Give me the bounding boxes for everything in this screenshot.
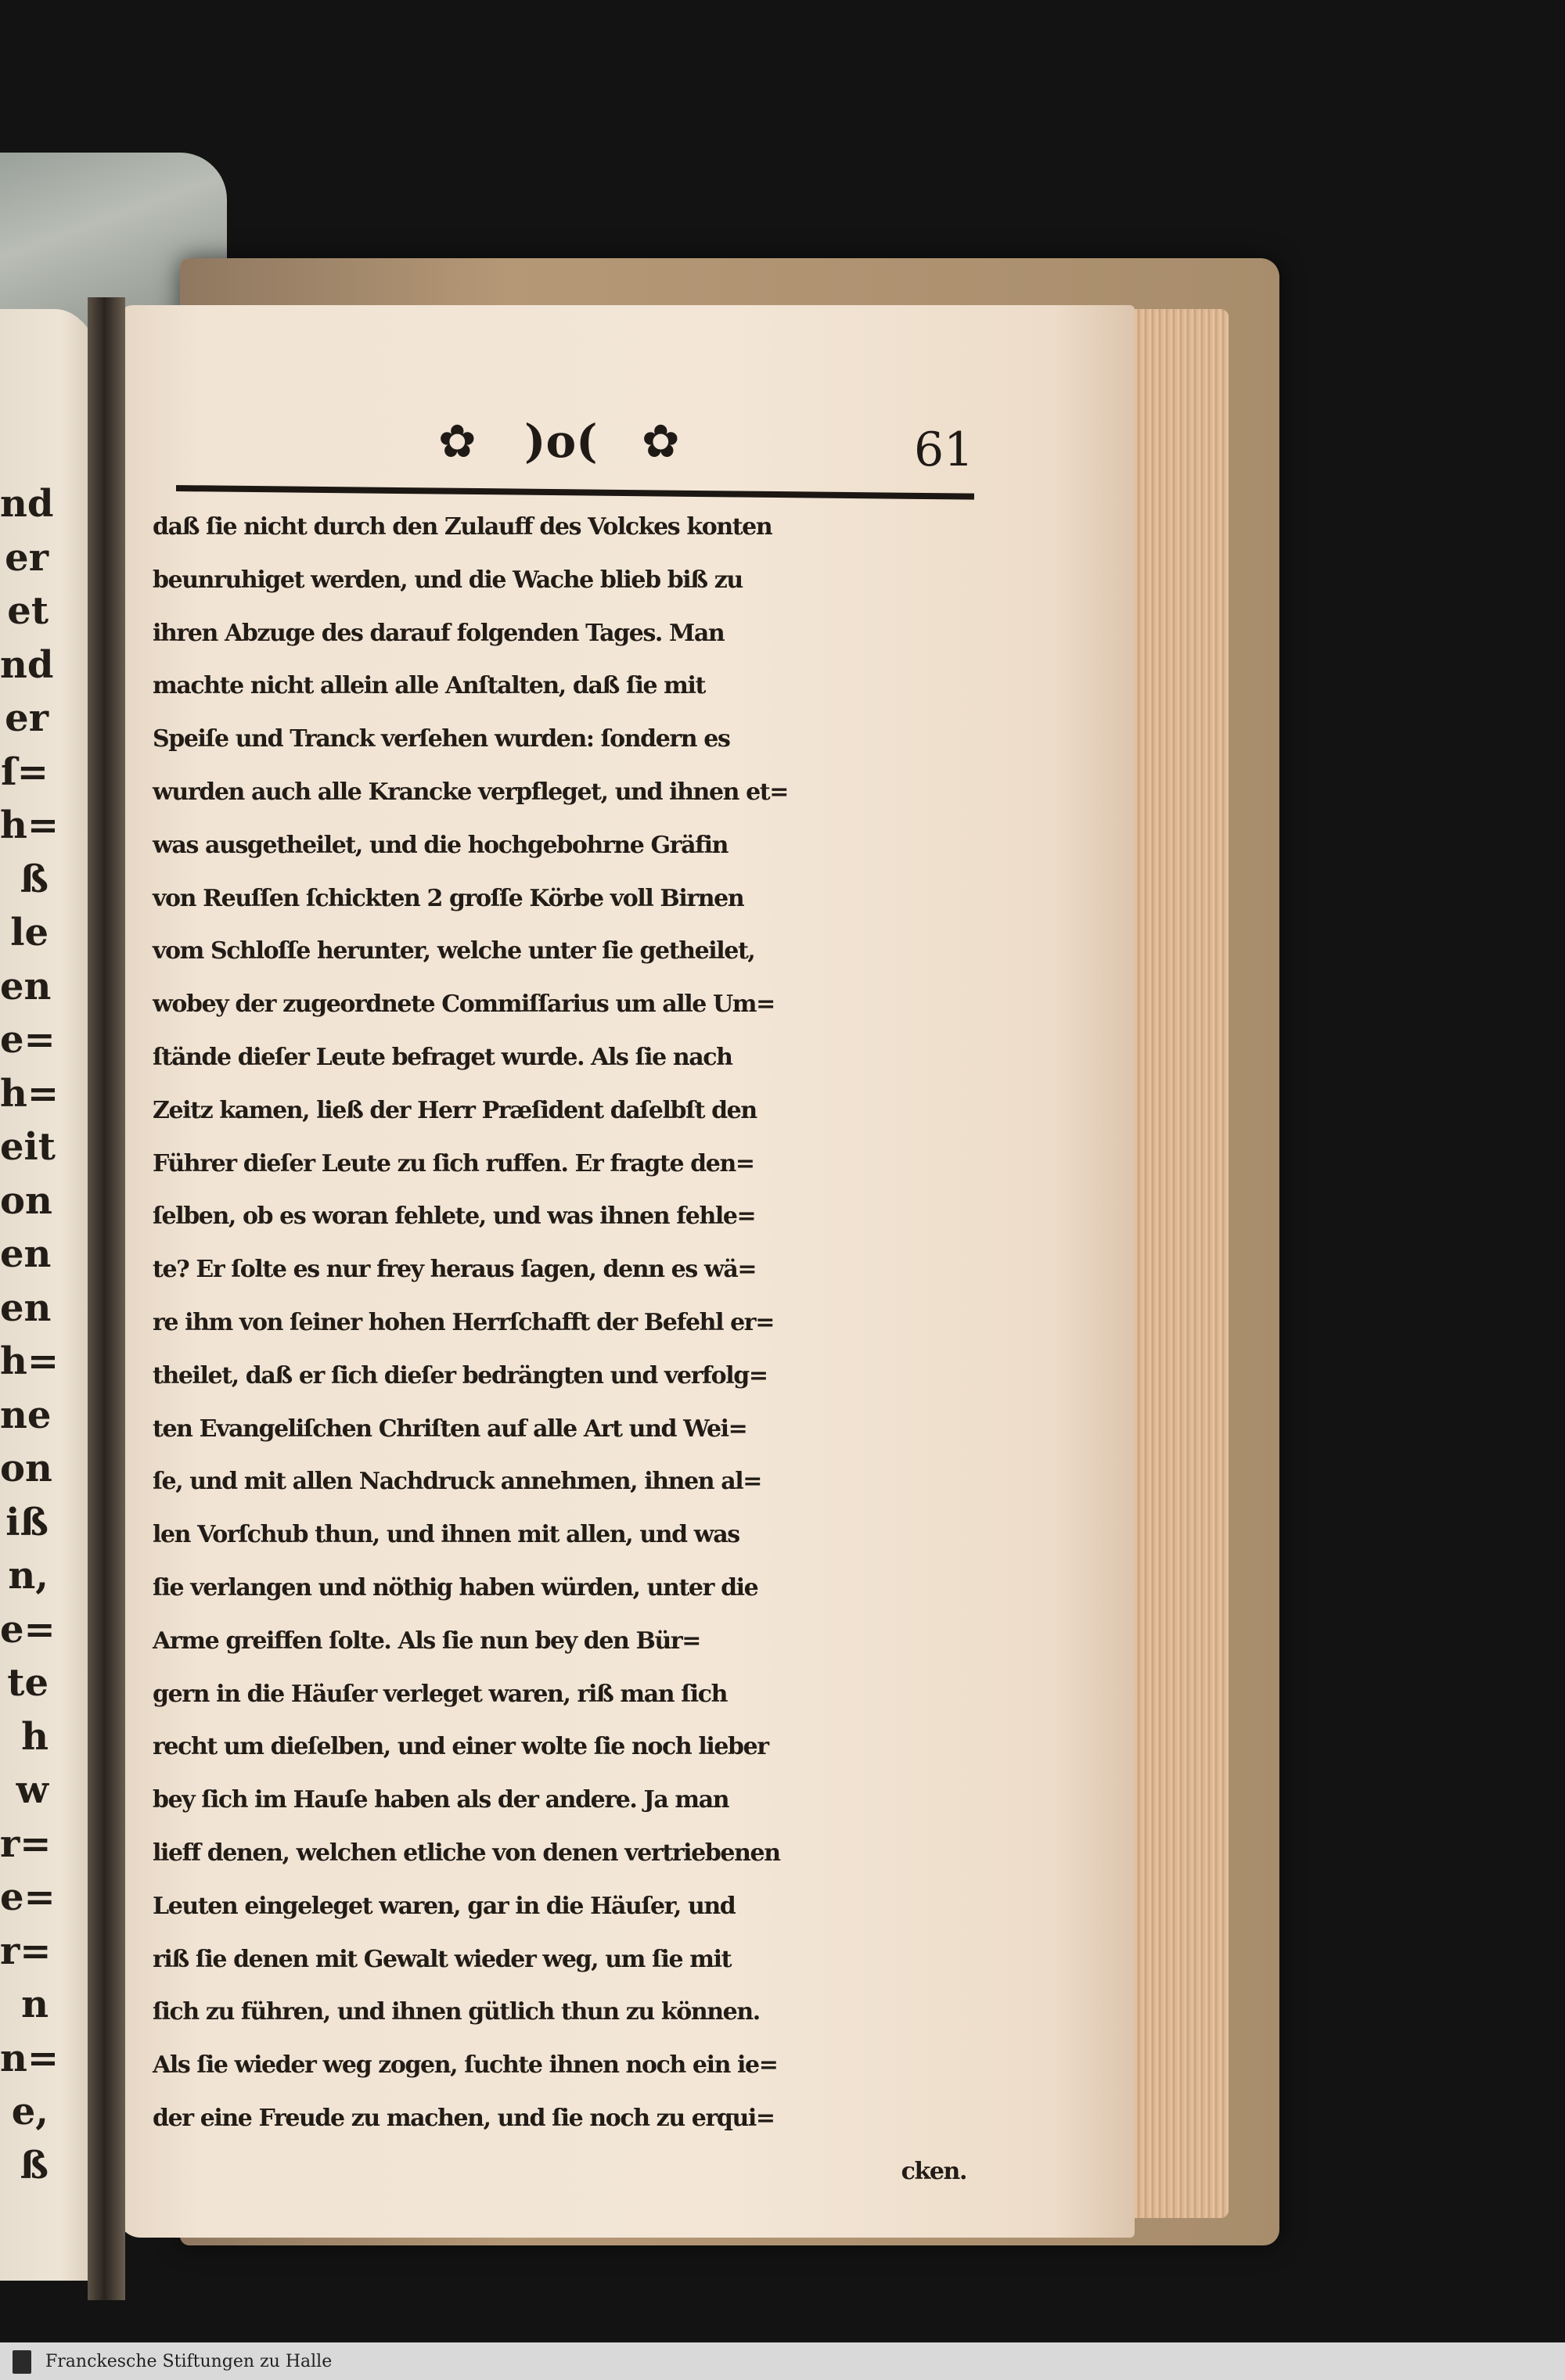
left-page-line-fragment: on	[0, 1447, 52, 1490]
left-page-line-fragment: le	[10, 911, 49, 955]
left-page-line-fragment: e,	[11, 2090, 49, 2134]
text-line: ſich zu führen, und ihnen gütlich thun zu können.	[153, 1998, 760, 2026]
left-page-line-fragment: h=	[0, 804, 59, 847]
left-page-line-fragment: nd	[0, 482, 54, 526]
left-page-line-fragment: on	[0, 1178, 52, 1223]
left-page-line-fragment: n,	[8, 1554, 49, 1598]
left-page-line-fragment: ß	[20, 2143, 49, 2188]
text-line: ſe, und mit allen Nachdruck annehmen, ihnen al=	[153, 1468, 761, 1496]
text-line: lieff denen, welchen etliche von denen vertriebenen	[153, 1839, 780, 1867]
text-line: riß ſie denen mit Gewalt wieder weg, um ſie mit	[153, 1945, 732, 1973]
left-page-line-fragment: et	[7, 589, 49, 633]
left-page-line-fragment: nd	[0, 642, 54, 687]
text-line: machte nicht allein alle Anſtalten, daß ſie mit	[153, 672, 705, 700]
left-page-line-fragment: h=	[0, 1339, 59, 1383]
left-page-line-fragment: e=	[0, 1018, 56, 1062]
left-page-line-fragment: er	[5, 696, 49, 740]
text-line: gern in die Häuſer verleget waren, riß man ſich	[153, 1680, 728, 1708]
running-head	[438, 415, 986, 477]
ornament-middle: )o(	[524, 415, 598, 468]
left-page-text-fragment	[0, 477, 59, 2192]
left-page-line-fragment: eit	[0, 1125, 56, 1169]
left-page-line-fragment: te	[7, 1661, 49, 1705]
left-page-line-fragment: ß	[20, 857, 49, 901]
text-line: bey ſich im Hauſe haben als der andere. Ja man	[153, 1786, 729, 1814]
left-page-line-fragment: er	[5, 535, 49, 580]
left-page-line-fragment: iß	[5, 1500, 49, 1544]
left-page-line-fragment: h	[21, 1714, 49, 1759]
book-gutter	[88, 297, 125, 2300]
ornament-left-icon: ✿	[438, 415, 477, 468]
footer-institution: Franckesche Stiftungen zu Halle	[45, 2352, 333, 2371]
text-line: re ihm von ſeiner hohen Herrſchafft der Befehl er=	[153, 1308, 774, 1336]
text-line: Leuten eingeleget waren, gar in die Häuſer, und	[153, 1892, 736, 1920]
left-page-line-fragment: w	[16, 1768, 49, 1812]
text-line: theilet, daß er ſich dieſer bedrängten und verfolg=	[153, 1361, 768, 1390]
page-number: 61	[914, 422, 974, 477]
left-page-line-fragment: en	[0, 964, 52, 1008]
text-line: beunruhiget werden, und die Wache blieb biß zu	[153, 566, 743, 594]
body-text	[153, 501, 982, 2198]
text-line: Als ſie wieder weg zogen, ſuchte ihnen noch ein ie=	[153, 2051, 778, 2080]
text-line: ſelben, ob es woran fehlete, und was ihnen fehle=	[153, 1203, 756, 1231]
left-page-line-fragment: en	[0, 1232, 52, 1276]
text-line: wurden auch alle Krancke verpfleget, und ihnen et=	[153, 778, 788, 806]
text-line: der eine Freude zu machen, und ſie noch zu erqui=	[153, 2104, 775, 2132]
text-line: ſtände dieſer Leute befraget wurde. Als ſie nach	[153, 1043, 732, 1071]
text-line: ſie verlangen und nöthig haben würden, unter die	[153, 1573, 758, 1602]
text-line: Führer dieſer Leute zu ſich ruffen. Er fragte den=	[153, 1149, 754, 1177]
text-line: von Reuſſen ſchickten 2 groſſe Körbe voll Birnen	[153, 884, 744, 912]
text-line: recht um dieſelben, und einer wolte ſie noch lieber	[153, 1733, 768, 1761]
text-line: ten Evangeliſchen Chriſten auf alle Art und Wei=	[153, 1415, 747, 1443]
text-line: daß ſie nicht durch den Zulauff des Volckes konten	[153, 513, 772, 541]
text-line: vom Schloſſe herunter, welche unter ſie getheilet,	[153, 937, 755, 965]
text-line: Speiſe und Tranck verſehen wurden: ſondern es	[153, 725, 730, 753]
text-line: wobey der zugeordnete Commiſſarius um alle Um=	[153, 990, 775, 1019]
left-page-line-fragment: ne	[0, 1393, 52, 1437]
institution-logo-icon	[13, 2350, 31, 2374]
left-page-line-fragment: ſ=	[1, 750, 49, 794]
left-page-line-fragment: n=	[0, 2036, 59, 2080]
text-line: ihren Abzuge des darauf folgenden Tages. Man	[153, 619, 725, 647]
left-page-line-fragment: r=	[0, 1929, 52, 1973]
left-page-line-fragment: r=	[0, 1821, 52, 1866]
text-line: len Vorſchub thun, und ihnen mit allen, und was	[153, 1521, 739, 1549]
left-page-line-fragment: e=	[0, 1875, 56, 1919]
text-line: Arme greiffen ſolte. Als ſie nun bey den Bür=	[153, 1627, 701, 1655]
left-page-line-fragment: e=	[0, 1607, 56, 1652]
text-line: Zeitz kamen, ließ der Herr Præſident daſelbſt den	[153, 1096, 757, 1124]
text-line: te? Er ſolte es nur frey heraus ſagen, denn es wä=	[153, 1256, 757, 1284]
ornament-right-icon: ✿	[642, 415, 680, 468]
left-page-line-fragment: en	[0, 1285, 52, 1330]
text-line: was ausgetheilet, und die hochgebohrne Gräfin	[153, 831, 729, 859]
left-page-line-fragment: h=	[0, 1071, 59, 1116]
text-line: cken.	[901, 2157, 966, 2185]
page-edges	[1127, 309, 1229, 2218]
left-page-line-fragment: n	[21, 1983, 49, 2026]
